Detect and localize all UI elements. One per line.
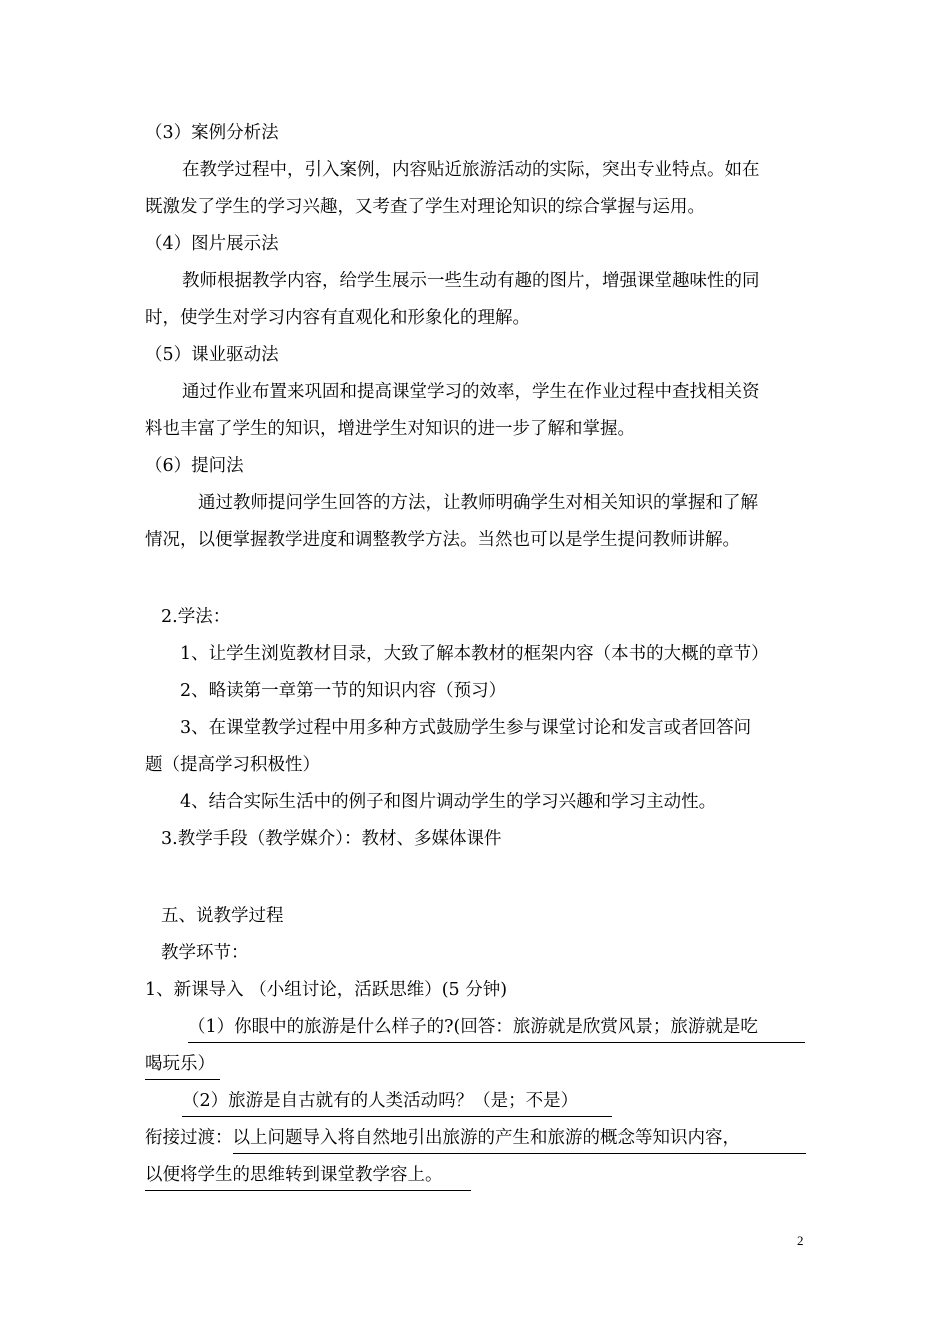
heading-picture-display: （4）图片展示法 — [145, 234, 279, 254]
section-title: 五、说教学过程 — [161, 906, 284, 926]
paragraph-line: 既激发了学生的学习兴趣，又考查了学生对理论知识的综合掌握与运用。 — [145, 197, 705, 217]
transition-label: 衔接过渡： — [145, 1128, 233, 1148]
list-item: 1、让学生浏览教材目录，大致了解本教材的框架内容（本书的大概的章节） — [180, 644, 769, 664]
step-heading: 1、新课导入 （小组讨论，活跃思维）(5 分钟) — [145, 980, 508, 1000]
paragraph-line: 通过教师提问学生回答的方法，让教师明确学生对相关知识的掌握和了解 — [198, 493, 758, 513]
heading-assignment-driven: （5）课业驱动法 — [145, 345, 279, 365]
list-item-continuation: 题（提高学习积极性） — [145, 755, 320, 775]
heading-questioning: （6）提问法 — [145, 456, 244, 476]
paragraph-line: 时，使学生对学习内容有直观化和形象化的理解。 — [145, 308, 530, 328]
heading-study-methods: 2.学法： — [161, 607, 231, 627]
paragraph-line: 教师根据教学内容，给学生展示一些生动有趣的图片，增强课堂趣味性的同 — [182, 271, 760, 291]
paragraph-line: 料也丰富了学生的知识，增进学生对知识的进一步了解和掌握。 — [145, 419, 635, 439]
list-item: 4、结合实际生活中的例子和图片调动学生的学习兴趣和学习主动性。 — [180, 792, 717, 812]
transition-text-continuation: 以便将学生的思维转到课堂教学容上。 — [145, 1163, 471, 1191]
question-line — [188, 1015, 805, 1039]
heading-case-analysis: （3）案例分析法 — [145, 123, 279, 143]
list-item: 3、在课堂教学过程中用多种方式鼓励学生参与课堂讨论和发言或者回答问 — [180, 718, 752, 738]
transition-text: 以上问题导入将自然地引出旅游的产生和旅游的概念等知识内容， — [233, 1126, 806, 1154]
question-one-continuation: 喝玩乐） — [145, 1052, 220, 1080]
question-line — [182, 1089, 612, 1113]
list-item: 2、略读第一章第一节的知识内容（预习） — [180, 681, 507, 701]
paragraph-line: 通过作业布置来巩固和提高课堂学习的效率，学生在作业过程中查找相关资 — [182, 382, 760, 402]
question-line — [145, 1052, 220, 1076]
question-two: （2）旅游是自古就有的人类活动吗？（是；不是） — [182, 1089, 612, 1117]
transition-line — [145, 1163, 471, 1187]
paragraph-line: 在教学过程中，引入案例，内容贴近旅游活动的实际，突出专业特点。如在 — [182, 160, 760, 180]
paragraph-line: 情况，以便掌握教学进度和调整教学方法。当然也可以是学生提问教师讲解。 — [145, 530, 740, 550]
transition-line — [145, 1126, 806, 1150]
question-one: （1）你眼中的旅游是什么样子的?(回答：旅游就是欣赏风景；旅游就是吃 — [188, 1015, 805, 1043]
heading-teaching-means: 3.教学手段（教学媒介）：教材、多媒体课件 — [161, 829, 502, 849]
page-number: 2 — [797, 1233, 804, 1248]
subsection-title: 教学环节： — [161, 943, 249, 963]
